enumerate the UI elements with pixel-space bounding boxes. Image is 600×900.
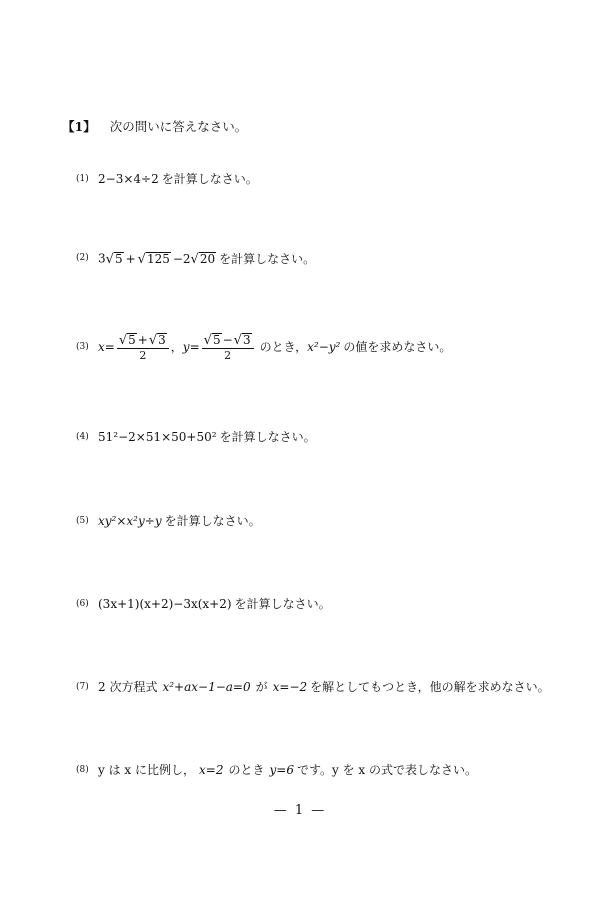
question-instruction: を計算しなさい。	[161, 172, 258, 186]
question-expression: x=2	[199, 763, 224, 777]
question-instruction: を計算しなさい。	[164, 514, 261, 528]
question-expression: xy²×x²y÷y	[98, 514, 162, 528]
question-expression	[98, 333, 340, 362]
question-7	[76, 681, 550, 693]
question-5	[76, 515, 261, 527]
equals-sign: =	[104, 340, 115, 355]
fraction-denominator: 2	[224, 348, 232, 362]
equals-sign: =	[189, 340, 200, 355]
given-value: y=6	[269, 763, 294, 777]
connector-text: が	[255, 680, 268, 694]
page-number: — 1 —	[273, 803, 327, 818]
question-label: (6)	[76, 598, 89, 609]
question-expression: (3x+1)(x+2)−3x(x+2)	[98, 597, 232, 611]
question-1	[76, 173, 258, 185]
question-label: (3)	[76, 341, 89, 352]
question-instruction: を計算しなさい。	[219, 251, 316, 266]
question-label: (4)	[76, 431, 89, 442]
question-label: (8)	[76, 764, 89, 775]
question-instruction: を計算しなさい。	[234, 597, 331, 611]
operator: +	[125, 251, 136, 266]
connector-text: のとき	[228, 763, 265, 777]
question-instruction: を計算しなさい。	[219, 430, 316, 444]
question-3	[76, 333, 451, 362]
root-expression: x=−2	[272, 680, 308, 694]
radicand: 125	[146, 252, 170, 266]
operator: −2	[172, 251, 191, 266]
question-6	[76, 598, 331, 610]
fraction-numerator: √ 5 + √ 3	[117, 333, 169, 349]
question-expression: x²+ax−1−a=0	[162, 680, 251, 694]
question-8	[76, 764, 477, 776]
comma: ，	[170, 340, 183, 355]
radicand: 20	[199, 252, 216, 266]
coefficient: 3	[98, 251, 106, 266]
square-root: √ 5	[105, 251, 123, 267]
fraction-y	[202, 333, 254, 362]
question-label: (1)	[76, 173, 89, 184]
question-expression: 51²−2×51×50+50²	[98, 430, 217, 444]
radicand: 5	[114, 252, 123, 266]
section-number: 【1】	[62, 119, 96, 134]
question-expression: 2−3×4÷2	[98, 172, 159, 186]
question-label: (2)	[76, 253, 89, 264]
square-root: √ 125	[137, 251, 170, 267]
question-4	[76, 431, 316, 443]
fraction-numerator: √ 5 − √ 3	[202, 333, 254, 349]
question-instruction: です。y を x の式で表しなさい。	[296, 763, 477, 777]
section-instruction: 次の問いに答えなさい。	[109, 119, 248, 134]
question-instruction: を解としてもつとき，他の解を求めなさい。	[310, 680, 550, 694]
variable-x: x	[98, 340, 105, 355]
section-heading	[62, 117, 247, 135]
question-label: (5)	[76, 515, 89, 526]
question-lead-text: y は x に比例し，	[98, 763, 195, 777]
question-2	[76, 252, 315, 266]
question-instruction: の値を求めなさい。	[343, 340, 452, 355]
question-lead-text: 2 次方程式	[98, 680, 158, 694]
fraction-x	[117, 333, 169, 362]
question-label: (7)	[76, 681, 89, 692]
condition-text: のとき，	[259, 340, 308, 355]
variable-y: y	[182, 340, 190, 355]
question-expression	[98, 252, 216, 266]
fraction-denominator: 2	[139, 348, 147, 362]
target-expression: x²−y²	[307, 340, 341, 355]
square-root: √ 20	[190, 251, 216, 267]
